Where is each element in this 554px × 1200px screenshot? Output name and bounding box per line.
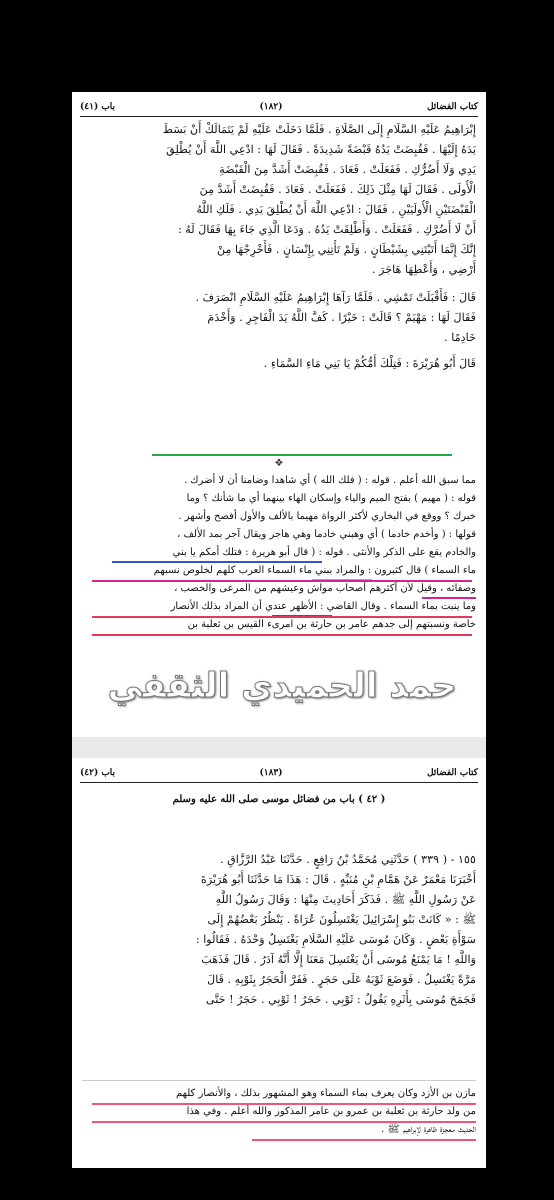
hadith-text — [82, 120, 476, 374]
book-page-182 — [72, 92, 486, 737]
commentary-line: من ولد حارثة بن ثعلبة بن عمرو بن عامر المذكور والله أعلم . وفي هذا — [186, 1106, 476, 1117]
page-header — [80, 98, 478, 117]
commentary-line: مما سبق الله أعلم . قوله : ( فلك الله ) أي شاهدا وضامنا أن لا أضرك . — [183, 475, 476, 486]
blue-underline — [112, 561, 322, 563]
commentary-line: وصفائه ، وقيل لأن أكثرهم أصحاب مواش وعيشهم من المرعى والخصب ، — [174, 583, 476, 594]
book-page-183 — [72, 758, 486, 1168]
commentary-line: الحديث معجزة ظاهرة لإبراهيم ﷺ . — [381, 1124, 476, 1135]
text-line: خَادِمًا . — [444, 331, 476, 344]
pink-underline — [252, 1139, 476, 1141]
watermark-text: حمد الحميدي الثقفي — [107, 666, 457, 706]
section-separator: ❖ — [274, 458, 284, 469]
text-line: وَاللَّهِ ! مَا يَمْنَعُ مُوسَى أَنْ يَغْتَسِلَ مَعَنَا إِلَّا أَنَّهُ آدَرُ . قَالَ فَذَهَبَ — [201, 953, 476, 966]
text-line: إِنَّكَ إِنَّمَا أَتَيْتَنِي بِشَيْطَانٍ . وَلَمْ تَأْتِنِي بِإِنْسَانٍ . فَأَخْرِجْهَا مِنْ — [216, 243, 476, 256]
text-line: مَرَّةً يَغْتَسِلُ . فَوَضَعَ ثَوْبَهُ عَلَى حَجَرٍ . فَفَرَّ الْحَجَرُ بِثَوْبِهِ . قَالَ — [207, 973, 476, 986]
header-page-number: (١٨٣) — [259, 768, 283, 778]
commentary-line: وما ينبت بماء السماء . وقال القاضي : الأظهر عندي أن المراد بذلك الأنصار — [170, 601, 476, 612]
pink-underline — [92, 1121, 476, 1123]
hadith-text — [82, 850, 476, 1010]
text-line: يَدِي وَلَا أَضُرُّكِ . فَفَعَلَتْ . فَعَادَ . فَقُبِضَتْ أَشَدَّ مِنَ الْقَبْضَةِ — [219, 163, 476, 176]
text-line: أَرْضِي ، وَأَعْطِهَا هَاجَرَ . — [371, 263, 476, 276]
text-line: ١٥٥ - ( ٣٣٩ ) حَدَّثَنِي مُحَمَّدُ بْنُ رَافِعٍ . حَدَّثَنَا عَبْدُ الرَّزَّاقِ . — [219, 853, 476, 866]
commentary-text — [82, 472, 476, 634]
pink-underline — [92, 1103, 476, 1105]
commentary-line: خبرك ؟ ووقع في البخاري لأكثر الرواة مهيما بالألف والأول أفصح وأشهر . — [178, 511, 476, 522]
green-underline — [152, 454, 452, 456]
commentary-line: والخادم يقع على الذكر والأنثى . قوله : ( قال أبو هريرة : فتلك أمكم يا بني — [172, 547, 476, 558]
text-line: الْأُولَى . فَقَالَ لَهَا مِثْلَ ذَلِكَ . فَفَعَلَتْ . فَعَادَ . فَقُبِضَتْ أَشَدَّ مِنَ — [199, 183, 476, 196]
text-line: أَنْ لَا أَضُرَّكِ . فَفَعَلَتْ . وَأُطْلِقَتْ يَدُهُ . وَدَعَا الَّذِي جَاءَ بِهَا فَقَالَ لَهُ : — [177, 223, 476, 236]
header-book-title: كتاب الفضائل — [426, 768, 478, 778]
text-line: ﷺ : « كَانَتْ بَنُو إِسْرَائِيلَ يَغْتَسِلُونَ عُرَاةً . يَنْظُرُ بَعْضُهُمْ إِلَى — [207, 913, 476, 926]
commentary-line: خاصة ونسبتهم إلى جدهم عامر بن حارثة بن امرىء القيس بن ثعلبة بن — [187, 619, 476, 630]
header-book-title: كتاب الفضائل — [426, 102, 478, 112]
chapter-title: ( ٤٢ ) باب من فضائل موسى صلى الله عليه وسلم — [172, 794, 386, 805]
text-line: يَدَهُ إِلَيْهَا . فَقُبِضَتْ يَدُهُ قَبْضَةً شَدِيدَةً . فَقَالَ لَهَا : ادْعِي اللَّهَ أَنْ يُطْلِقَ — [166, 143, 476, 156]
commentary-line: ماء السماء ) قال كثيرون : والمراد ببني ماء السماء العرب كلهم لخلوص نسبهم — [153, 565, 476, 576]
header-chapter: باب (٤١) — [80, 102, 116, 112]
text-line: قَالَ : فَأَقْبَلَتْ تَمْشِي . فَلَمَّا رَآهَا إِبْرَاهِيمُ عَلَيْهِ السَّلَامِ انْصَرَفَ . — [195, 291, 476, 304]
text-line: قَالَ أَبُو هُرَيْرَةَ : فَتِلْكَ أُمُّكُمْ يَا بَنِي مَاءِ السَّمَاءِ . — [263, 357, 476, 370]
commentary-text — [82, 1080, 476, 1139]
red-underline — [92, 634, 472, 636]
commentary-line: مازن بن الأزد وكان يعرف بماء السماء وهو المشهور بذلك ، والأنصار كلهم — [175, 1088, 476, 1099]
text-line: أَخْبَرَنَا مَعْمَرٌ عَنْ هَمَّامِ بْنِ مُنَبِّهٍ . قَالَ : هَذَا مَا حَدَّثَنَا أَبُو هُرَيْرَةَ — [200, 873, 476, 886]
commentary-line: قوله : ( مهيم ) بفتح الميم والياء وإسكان الهاء بينهما أي ما شأنك ؟ وما — [186, 493, 476, 504]
header-page-number: (١٨٢) — [259, 102, 283, 112]
magenta-underline — [422, 597, 476, 599]
magenta-underline — [92, 580, 472, 582]
page-gap — [72, 737, 486, 758]
text-line: إِبْرَاهِيمُ عَلَيْهِ السَّلَامِ إِلَى الصَّلَاةِ . فَلَمَّا دَخَلَتْ عَلَيْهِ لَمْ يَتَمَالَكْ أَنْ بَسَطَ — [162, 123, 476, 136]
text-line: فَجَمَحَ مُوسَى بِأَثَرِهِ يَقُولُ : ثَوْبِي . حَجَرُ ! ثَوْبِي . حَجَرُ ! حَتَّى — [205, 993, 476, 1006]
commentary-line: قولها : ( وأخدم خادما ) أي وهبني خادما وهي هاجر ويقال آجر بمد الألف ، — [177, 529, 476, 540]
page-header — [80, 764, 478, 783]
text-line: فَقَالَ لَهَا : مَهْيَمْ ؟ قَالَتْ : خَيْرًا . كَفَّ اللَّهُ يَدَ الْفَاجِرِ . وَأَخْدَمَ — [207, 311, 476, 324]
red-underline — [92, 616, 472, 618]
header-chapter: باب (٤٢) — [80, 768, 116, 778]
text-line: عَنْ رَسُولِ اللَّهِ ﷺ . فَذَكَرَ أَحَادِيثَ مِنْهَا : وَقَالَ رَسُولُ اللَّهِ — [215, 893, 476, 906]
text-line: سَوْأَةِ بَعْضٍ . وَكَانَ مُوسَى عَلَيْهِ السَّلَامِ يَغْتَسِلُ وَحْدَهُ . فَقَالُوا : — [195, 933, 476, 946]
text-line: الْقَبْضَتَيْنِ الْأُولَيَيْنِ . فَقَالَ : ادْعِي اللَّهَ أَنْ يُطْلِقَ يَدِي . فَلَكِ اللَّهُ — [196, 203, 476, 216]
